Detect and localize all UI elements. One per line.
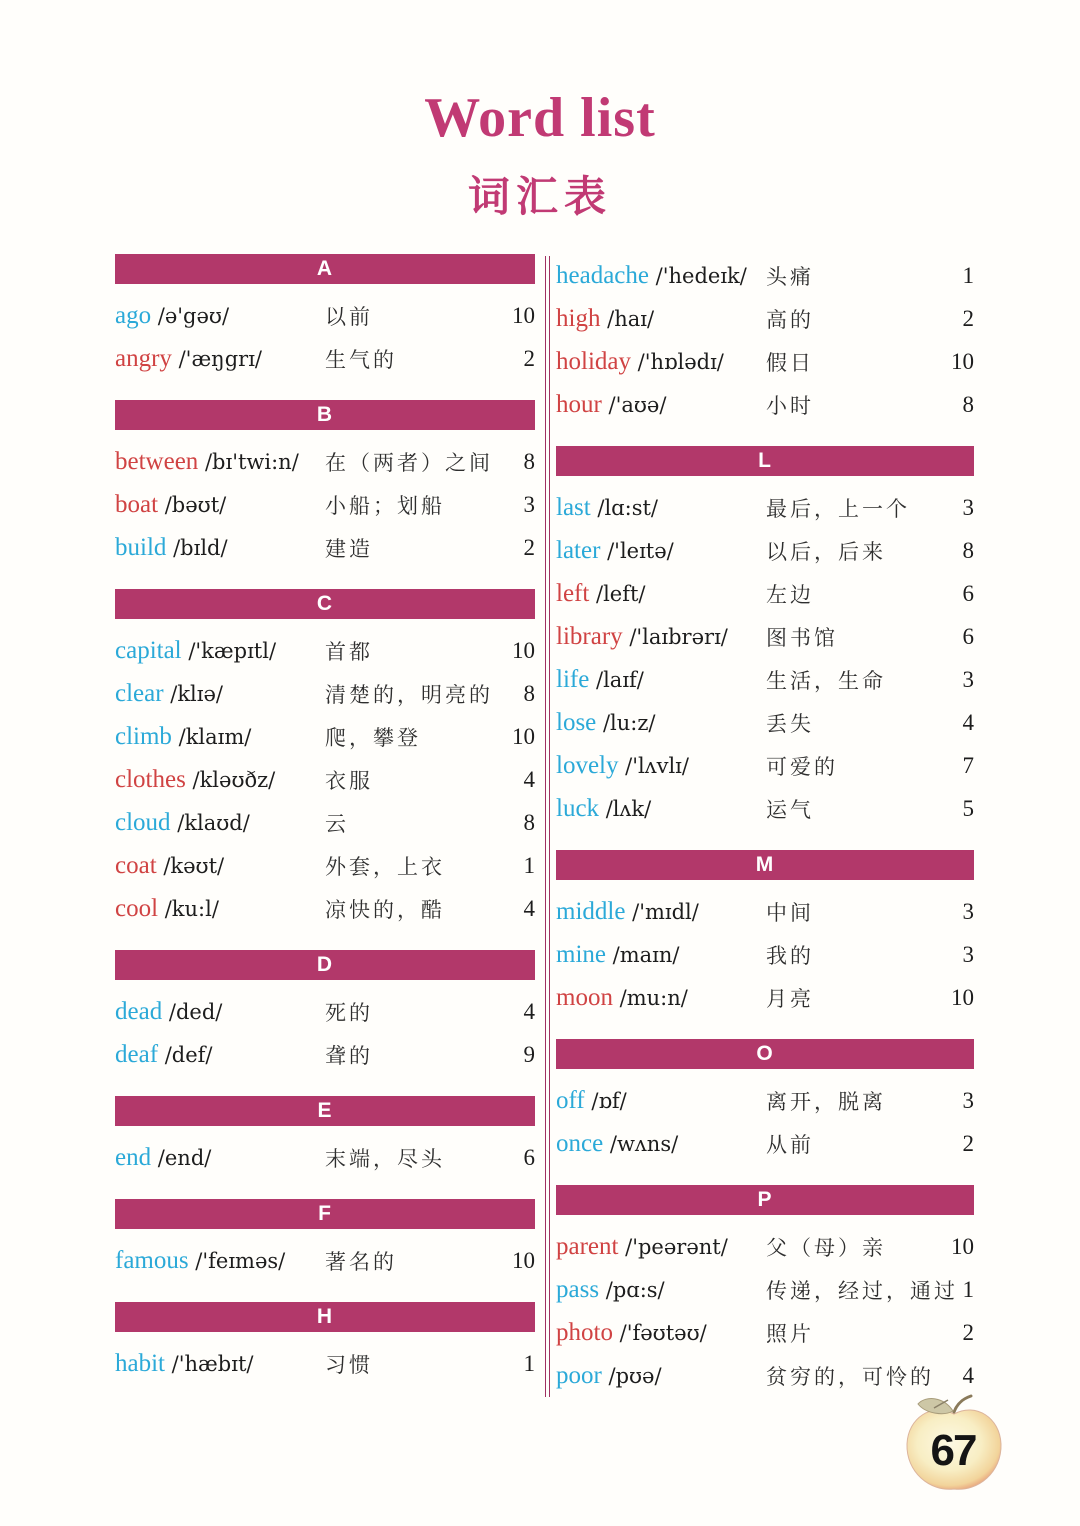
apple-icon xyxy=(898,1392,1010,1502)
word-term xyxy=(115,302,325,330)
unit-number: 10 xyxy=(951,348,974,374)
word-entry-headache xyxy=(556,254,974,297)
word-phonetic: /pʊə/ xyxy=(601,1363,662,1388)
word-meaning: 著名的 xyxy=(325,1249,397,1274)
unit-number: 10 xyxy=(512,1247,535,1273)
unit-number: 1 xyxy=(523,1350,535,1376)
section-header-a: A xyxy=(115,254,535,284)
word-term xyxy=(115,491,325,519)
word-meaning: 运气 xyxy=(766,797,814,822)
word-meaning: 云 xyxy=(325,811,349,836)
word-term xyxy=(556,1276,766,1304)
word-phonetic: /'aʊə/ xyxy=(601,392,667,417)
word-text: poor xyxy=(556,1361,602,1389)
word-meaning: 聋的 xyxy=(325,1043,373,1068)
word-meaning: 清楚的，明亮的 xyxy=(325,682,493,707)
word-meaning: 我的 xyxy=(766,943,814,968)
word-phonetic: /'lʌvlɪ/ xyxy=(618,753,689,778)
word-phonetic: /'mɪdl/ xyxy=(625,899,699,924)
word-term xyxy=(115,809,325,837)
word-term xyxy=(556,537,766,565)
word-phonetic: /'hedeɪk/ xyxy=(648,263,747,288)
word-phonetic: /ɒf/ xyxy=(584,1088,627,1113)
word-term xyxy=(556,941,766,969)
word-term xyxy=(115,852,325,880)
section-header-f: F xyxy=(115,1199,535,1229)
word-entry-later xyxy=(556,529,974,572)
word-text: cool xyxy=(115,894,159,922)
word-phonetic: /'hɒlədɪ/ xyxy=(631,349,724,374)
word-phonetic: /pɑ:s/ xyxy=(599,1277,665,1302)
word-meaning: 高的 xyxy=(766,307,814,332)
word-meaning: 生气的 xyxy=(325,347,397,372)
word-text: pass xyxy=(556,1275,600,1303)
letter-section-d xyxy=(115,950,535,1076)
word-term xyxy=(556,666,766,694)
unit-number: 4 xyxy=(962,1362,974,1388)
word-text: end xyxy=(115,1143,152,1171)
unit-number: 8 xyxy=(523,680,535,706)
unit-number: 6 xyxy=(962,623,974,649)
word-phonetic: /kəʊt/ xyxy=(156,853,225,878)
word-term xyxy=(556,1087,766,1115)
unit-number: 3 xyxy=(962,1087,974,1113)
unit-number: 3 xyxy=(962,494,974,520)
unit-number: 1 xyxy=(962,262,974,288)
unit-number: 4 xyxy=(523,998,535,1024)
word-term xyxy=(556,1233,766,1261)
word-text: climb xyxy=(115,722,172,750)
word-phonetic: /end/ xyxy=(151,1145,212,1170)
word-phonetic: /'fəʊtəʊ/ xyxy=(612,1320,707,1345)
page-title: Word list xyxy=(424,87,656,149)
word-entry-angry xyxy=(115,337,535,380)
word-text: left xyxy=(556,579,590,607)
unit-number: 1 xyxy=(523,852,535,878)
word-term xyxy=(556,623,766,651)
word-phonetic: /def/ xyxy=(158,1042,213,1067)
unit-number: 8 xyxy=(962,391,974,417)
unit-number: 3 xyxy=(962,898,974,924)
word-meaning: 父（母）亲 xyxy=(766,1235,886,1260)
word-text: between xyxy=(115,447,199,475)
word-entry-capital xyxy=(115,629,535,672)
page-header xyxy=(0,0,1080,224)
word-entry-photo xyxy=(556,1311,974,1354)
word-phonetic: /mu:n/ xyxy=(612,985,688,1010)
word-entry-parent xyxy=(556,1225,974,1268)
word-entry-pass xyxy=(556,1268,974,1311)
word-meaning: 建造 xyxy=(325,536,373,561)
word-entry-off xyxy=(556,1079,974,1122)
word-entry-lovely xyxy=(556,744,974,787)
word-text: lovely xyxy=(556,751,619,779)
word-meaning: 图书馆 xyxy=(766,625,838,650)
word-entry-moon xyxy=(556,976,974,1019)
word-phonetic: /'feɪməs/ xyxy=(188,1248,286,1273)
unit-number: 10 xyxy=(512,637,535,663)
word-entry-climb xyxy=(115,715,535,758)
section-header-m: M xyxy=(556,850,974,880)
word-term xyxy=(556,752,766,780)
unit-number: 3 xyxy=(962,666,974,692)
page-number: 67 xyxy=(930,1426,976,1475)
word-phonetic: /ə'gəʊ/ xyxy=(151,303,230,328)
word-entry-end xyxy=(115,1136,535,1179)
word-term xyxy=(556,898,766,926)
word-term xyxy=(115,766,325,794)
word-phonetic: /'leɪtə/ xyxy=(600,538,674,563)
word-phonetic: /klɪə/ xyxy=(163,681,223,706)
page-subtitle: 词汇表 xyxy=(467,175,612,221)
unit-number: 3 xyxy=(962,941,974,967)
word-text: last xyxy=(556,493,591,521)
word-text: headache xyxy=(556,261,649,289)
word-text: mine xyxy=(556,940,606,968)
word-meaning: 首都 xyxy=(325,639,373,664)
word-phonetic: /bɪ'twi:n/ xyxy=(198,449,299,474)
word-entry-boat xyxy=(115,483,535,526)
word-meaning: 生活，生命 xyxy=(766,668,886,693)
unit-number: 8 xyxy=(523,809,535,835)
word-text: famous xyxy=(115,1246,189,1274)
word-term xyxy=(115,1350,325,1378)
word-phonetic: /wʌns/ xyxy=(603,1131,679,1156)
word-meaning: 传递，经过，通过 xyxy=(766,1278,958,1303)
word-entry-mine xyxy=(556,933,974,976)
section-header-b: B xyxy=(115,400,535,430)
column-divider xyxy=(545,256,550,1397)
word-phonetic: /'hæbɪt/ xyxy=(165,1351,254,1376)
word-meaning: 离开，脱离 xyxy=(766,1089,886,1114)
word-term xyxy=(115,1144,325,1172)
word-text: middle xyxy=(556,897,626,925)
word-phonetic: /left/ xyxy=(589,581,646,606)
unit-number: 4 xyxy=(523,895,535,921)
letter-section-o xyxy=(556,1039,974,1165)
unit-number: 1 xyxy=(962,1276,974,1302)
word-phonetic: /lu:z/ xyxy=(596,710,656,735)
word-meaning: 凉快的，酷 xyxy=(325,897,445,922)
word-text: luck xyxy=(556,794,600,822)
unit-number: 2 xyxy=(962,305,974,331)
word-text: off xyxy=(556,1086,585,1114)
word-text: once xyxy=(556,1129,604,1157)
word-text: habit xyxy=(115,1349,165,1377)
apple-page-badge xyxy=(898,1392,1010,1502)
unit-number: 2 xyxy=(962,1130,974,1156)
word-meaning: 最后，上一个 xyxy=(766,496,910,521)
letter-section-m xyxy=(556,850,974,1019)
word-meaning: 小时 xyxy=(766,393,814,418)
word-meaning: 假日 xyxy=(766,350,814,375)
word-meaning: 小船；划船 xyxy=(325,493,445,518)
word-meaning: 衣服 xyxy=(325,768,373,793)
section-header-e: E xyxy=(115,1096,535,1126)
unit-number: 7 xyxy=(962,752,974,778)
word-text: deaf xyxy=(115,1040,159,1068)
word-text: parent xyxy=(556,1232,619,1260)
word-entry-between xyxy=(115,440,535,483)
word-term xyxy=(556,348,766,376)
section-header-d: D xyxy=(115,950,535,980)
word-phonetic: /laɪf/ xyxy=(589,667,644,692)
letter-section-b xyxy=(115,400,535,569)
word-term xyxy=(115,637,325,665)
word-text: clear xyxy=(115,679,164,707)
word-text: boat xyxy=(115,490,159,518)
word-term xyxy=(115,534,325,562)
unit-number: 10 xyxy=(512,723,535,749)
word-meaning: 贫穷的，可怜的 xyxy=(766,1364,934,1389)
word-text: moon xyxy=(556,983,613,1011)
word-meaning: 中间 xyxy=(766,900,814,925)
word-text: holiday xyxy=(556,347,631,375)
unit-number: 10 xyxy=(512,302,535,328)
word-term xyxy=(115,1247,325,1275)
word-entry-clear xyxy=(115,672,535,715)
word-term xyxy=(556,1362,766,1390)
word-entry-ago xyxy=(115,294,535,337)
word-text: clothes xyxy=(115,765,186,793)
unit-number: 10 xyxy=(951,1233,974,1259)
word-entry-lose xyxy=(556,701,974,744)
word-entry-clothes xyxy=(115,758,535,801)
word-entry-coat xyxy=(115,844,535,887)
unit-number: 2 xyxy=(523,534,535,560)
word-entry-poor xyxy=(556,1354,974,1397)
word-phonetic: /klaɪm/ xyxy=(171,724,252,749)
word-text: capital xyxy=(115,636,182,664)
word-text: hour xyxy=(556,390,602,418)
word-text: angry xyxy=(115,344,172,372)
letter-section-h xyxy=(115,1302,535,1385)
word-entry-high xyxy=(556,297,974,340)
word-entry-hour xyxy=(556,383,974,426)
word-phonetic: /ku:l/ xyxy=(158,896,219,921)
unit-number: 8 xyxy=(523,448,535,474)
word-entry-luck xyxy=(556,787,974,830)
word-meaning: 可爱的 xyxy=(766,754,838,779)
unit-number: 6 xyxy=(962,580,974,606)
letter-section-a xyxy=(115,254,535,380)
word-text: high xyxy=(556,304,601,332)
word-term xyxy=(556,1319,766,1347)
word-term xyxy=(115,723,325,751)
word-text: library xyxy=(556,622,623,650)
word-entry-left xyxy=(556,572,974,615)
section-header-c: C xyxy=(115,589,535,619)
word-phonetic: /maɪn/ xyxy=(606,942,680,967)
word-meaning: 以后，后来 xyxy=(766,539,886,564)
word-meaning: 月亮 xyxy=(766,986,814,1011)
word-meaning: 照片 xyxy=(766,1321,814,1346)
word-entry-last xyxy=(556,486,974,529)
word-phonetic: /kləʊðz/ xyxy=(185,767,276,792)
word-phonetic: /ded/ xyxy=(162,999,223,1024)
word-phonetic: /'kæpɪtl/ xyxy=(181,638,277,663)
word-term xyxy=(556,305,766,333)
wordlist-content xyxy=(0,254,1080,1397)
word-term xyxy=(115,448,325,476)
word-entry-middle xyxy=(556,890,974,933)
section-header-o: O xyxy=(556,1039,974,1069)
word-text: photo xyxy=(556,1318,613,1346)
word-text: coat xyxy=(115,851,157,879)
word-meaning: 从前 xyxy=(766,1132,814,1157)
word-term xyxy=(115,680,325,708)
word-meaning: 左边 xyxy=(766,582,814,607)
word-term xyxy=(556,795,766,823)
word-entry-deaf xyxy=(115,1033,535,1076)
word-phonetic: /lɑ:st/ xyxy=(590,495,658,520)
word-text: dead xyxy=(115,997,163,1025)
word-term xyxy=(556,391,766,419)
word-term xyxy=(556,984,766,1012)
word-term xyxy=(115,998,325,1026)
section-header-h: H xyxy=(115,1302,535,1332)
unit-number: 8 xyxy=(962,537,974,563)
word-term xyxy=(115,895,325,923)
word-meaning: 习惯 xyxy=(325,1352,373,1377)
word-phonetic: /haɪ/ xyxy=(600,306,655,331)
unit-number: 9 xyxy=(523,1041,535,1067)
word-meaning: 末端，尽头 xyxy=(325,1146,445,1171)
word-text: life xyxy=(556,665,590,693)
unit-number: 2 xyxy=(523,345,535,371)
word-entry-dead xyxy=(115,990,535,1033)
word-text: build xyxy=(115,533,167,561)
word-term xyxy=(556,709,766,737)
word-term xyxy=(556,262,766,290)
unit-number: 5 xyxy=(962,795,974,821)
section-header-l: L xyxy=(556,446,974,476)
word-entry-holiday xyxy=(556,340,974,383)
word-entry-famous xyxy=(115,1239,535,1282)
letter-section-l xyxy=(556,446,974,830)
word-phonetic: /klaʊd/ xyxy=(170,810,250,835)
unit-number: 2 xyxy=(962,1319,974,1345)
word-meaning: 头痛 xyxy=(766,264,814,289)
word-meaning: 丢失 xyxy=(766,711,814,736)
left-column xyxy=(115,254,535,1397)
word-entry-once xyxy=(556,1122,974,1165)
section-header-p: P xyxy=(556,1185,974,1215)
word-term xyxy=(115,345,325,373)
word-term xyxy=(556,580,766,608)
word-text: cloud xyxy=(115,808,171,836)
word-meaning: 爬，攀登 xyxy=(325,725,421,750)
word-entry-habit xyxy=(115,1342,535,1385)
word-text: later xyxy=(556,536,601,564)
word-term xyxy=(556,494,766,522)
right-column xyxy=(556,254,974,1397)
word-phonetic: /bəʊt/ xyxy=(158,492,227,517)
word-meaning: 外套，上衣 xyxy=(325,854,445,879)
word-term xyxy=(115,1041,325,1069)
unit-number: 4 xyxy=(962,709,974,735)
letter-section-p xyxy=(556,1185,974,1397)
unit-number: 6 xyxy=(523,1144,535,1170)
unit-number: 4 xyxy=(523,766,535,792)
word-term xyxy=(556,1130,766,1158)
word-entry-life xyxy=(556,658,974,701)
word-entry-cloud xyxy=(115,801,535,844)
word-phonetic: /'laɪbrərɪ/ xyxy=(622,624,728,649)
letter-section-f xyxy=(115,1199,535,1282)
letter-section-c xyxy=(115,589,535,930)
word-entry-build xyxy=(115,526,535,569)
word-entry-cool xyxy=(115,887,535,930)
unit-number: 10 xyxy=(951,984,974,1010)
word-phonetic: /lʌk/ xyxy=(599,796,652,821)
word-entry-library xyxy=(556,615,974,658)
unit-number: 3 xyxy=(523,491,535,517)
word-text: lose xyxy=(556,708,597,736)
word-meaning: 在（两者）之间 xyxy=(325,450,493,475)
word-text: ago xyxy=(115,301,152,329)
word-meaning: 死的 xyxy=(325,1000,373,1025)
word-meaning: 以前 xyxy=(325,304,373,329)
letter-section-continued xyxy=(556,254,974,426)
letter-section-e xyxy=(115,1096,535,1179)
word-phonetic: /'æŋgrɪ/ xyxy=(171,346,262,371)
word-phonetic: /bɪld/ xyxy=(166,535,228,560)
word-phonetic: /'peərənt/ xyxy=(618,1234,728,1259)
